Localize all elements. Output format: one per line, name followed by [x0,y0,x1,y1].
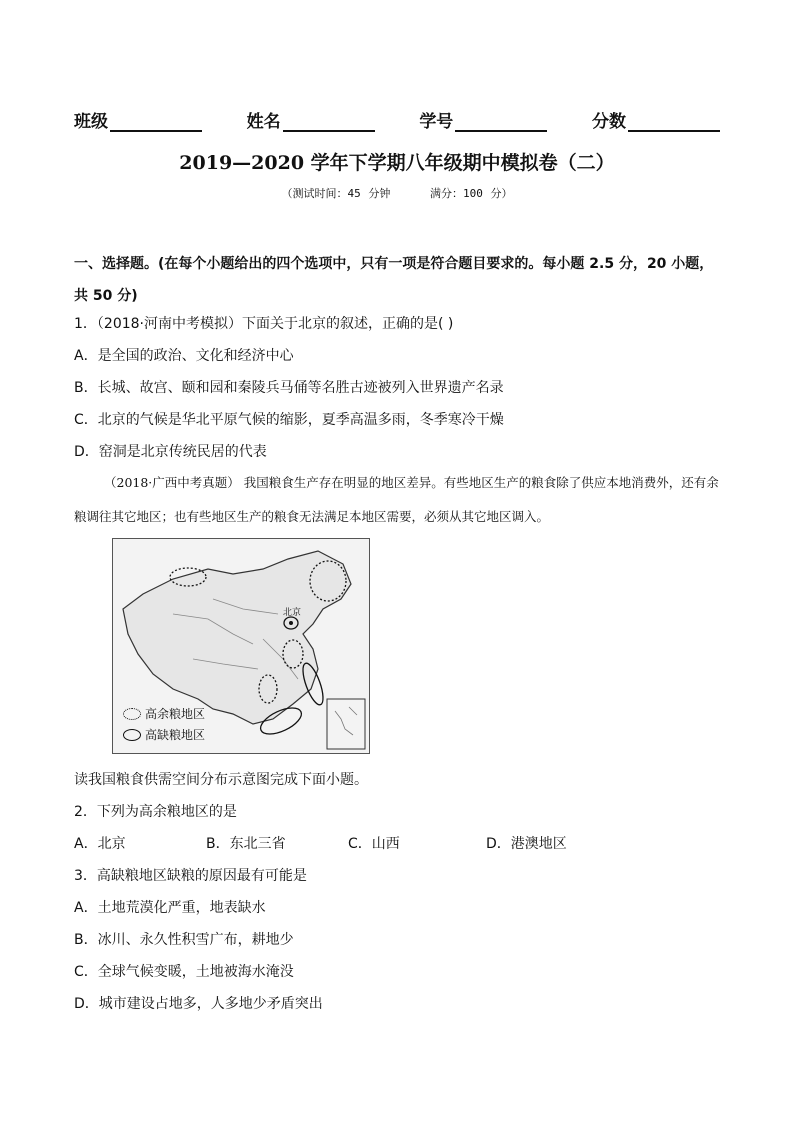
section-heading: 一、选择题。(在每个小题给出的四个选项中，只有一项是符合题目要求的。每小题 2.5 分，20 小题，共 50 分) [74,256,714,304]
q3-option-d[interactable]: D．城市建设占地多，人多地少矛盾突出 [74,996,323,1012]
q3-option-a[interactable]: A．土地荒漠化严重，地表缺水 [74,900,266,916]
name-label: 姓名 [246,112,281,132]
class-blank[interactable] [110,112,202,132]
q2-stem: 2．下列为高余粮地区的是 [74,804,237,820]
q2-option-c[interactable]: C．山西 [348,836,400,852]
name-blank[interactable] [283,112,375,132]
map-city-label: 北京 [283,608,302,618]
class-label: 班级 [74,112,108,132]
legend-row-deficit [123,726,205,743]
q1-option-c[interactable]: C．北京的气候是华北平原气候的缩影，夏季高温多雨，冬季寒冷干燥 [74,412,504,428]
q1-option-a[interactable]: A．是全国的政治、文化和经济中心 [74,348,294,364]
exam-title: 2019—2020 学年下学期八年级期中模拟卷（二） [179,152,615,174]
q3-stem: 3．高缺粮地区缺粮的原因最有可能是 [74,868,307,884]
legend-deficit-label: 高缺粮地区 [145,728,206,742]
score-field [592,107,720,132]
id-field [419,107,547,132]
question-lead: 读我国粮食供需空间分布示意图完成下面小题。 [74,772,368,788]
exam-time: （测试时间：45 分钟 [281,187,391,200]
exam-subtitle [0,185,794,201]
grain-supply-map [112,538,370,754]
q2-option-b[interactable]: B．东北三省 [206,836,286,852]
name-field [247,107,375,132]
class-field [74,107,202,132]
q2-option-d[interactable]: D．港澳地区 [486,836,567,852]
material-intro: （2018·广西中考真题） 我国粮食生产存在明显的地区差异。有些地区生产的粮食除了供应本地消费外，还有余粮调往其它地区；也有些地区生产的粮食无法满足本地区需要，必须从其它地区调入。 [74,475,719,524]
q2-options [74,834,567,854]
score-label: 分数 [591,112,626,132]
solid-ellipse-icon [123,729,141,741]
dotted-ellipse-icon [123,708,141,720]
map-legend [123,701,205,743]
student-info-header [74,104,720,132]
q1-stem: 1．（2018·河南中考模拟）下面关于北京的叙述，正确的是( ) [74,316,454,332]
q1-option-d[interactable]: D．窑洞是北京传统民居的代表 [74,444,267,460]
legend-surplus-label: 高余粮地区 [145,707,206,721]
score-blank[interactable] [628,112,720,132]
exam-score: 满分：100 分） [430,187,513,200]
q2-option-a[interactable]: A．北京 [74,836,126,852]
legend-row-surplus [123,705,205,722]
q3-option-c[interactable]: C．全球气候变暖，土地被海水淹没 [74,964,294,980]
id-label: 学号 [419,112,454,132]
id-blank[interactable] [455,112,547,132]
q1-option-b[interactable]: B．长城、故宫、颐和园和秦陵兵马俑等名胜古迹被列入世界遗产名录 [74,380,504,396]
q3-option-b[interactable]: B．冰川、永久性积雪广布，耕地少 [74,932,294,948]
